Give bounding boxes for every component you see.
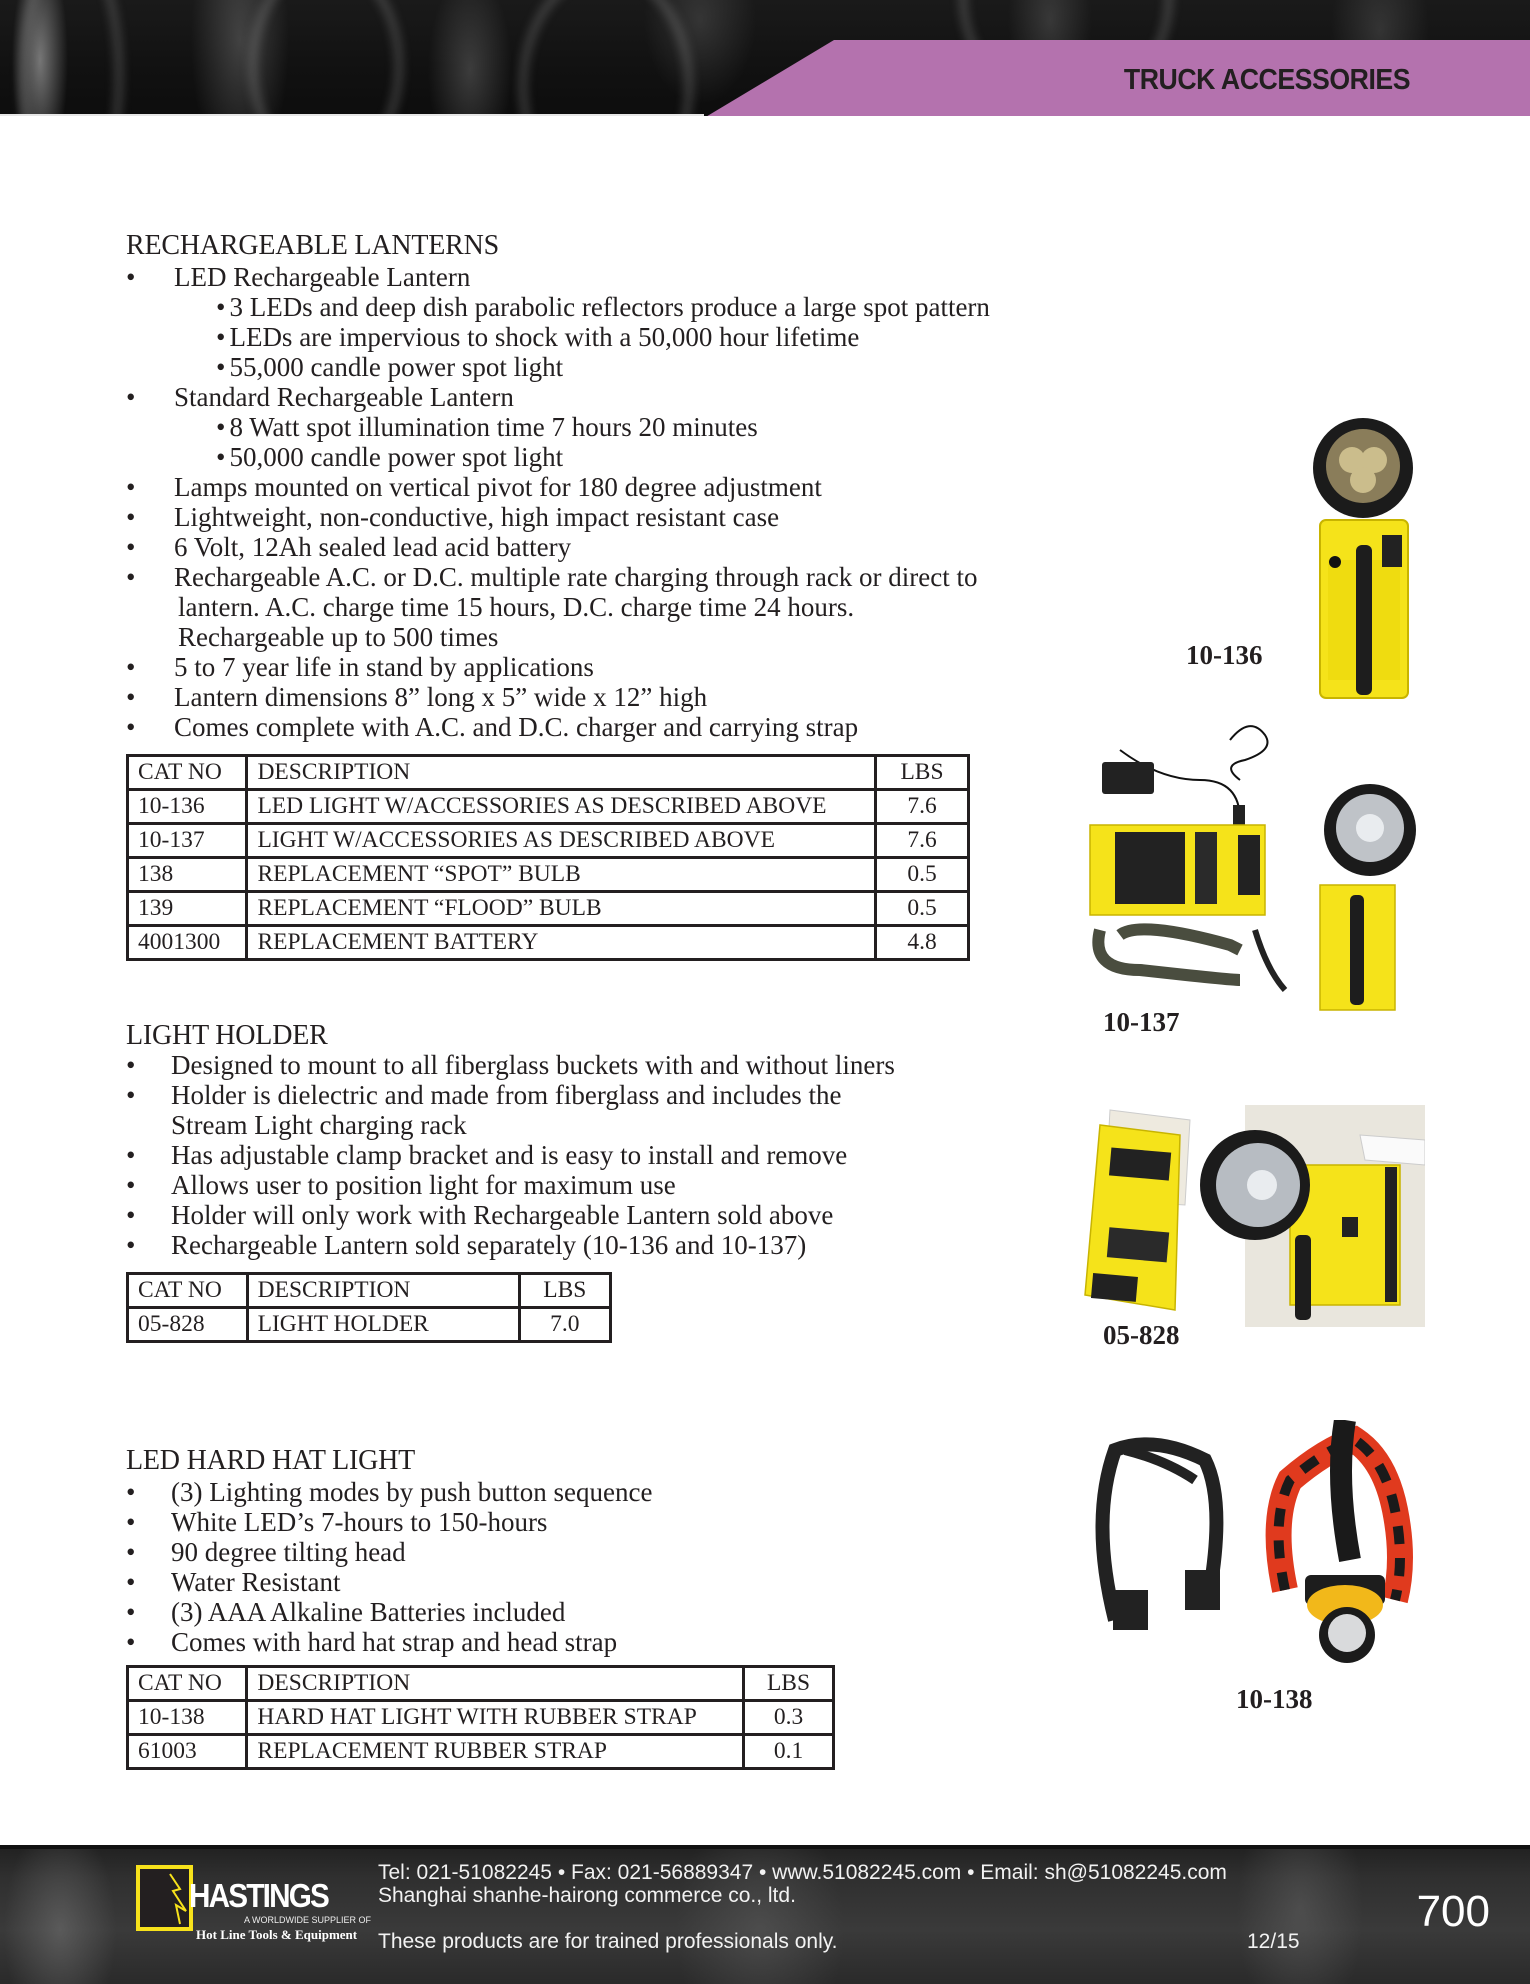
feature-subitem: • 3 LEDs and deep dish parabolic reflectors produce a large spot pattern [216, 292, 990, 322]
feature-item [126, 1567, 652, 1597]
feature-item [126, 472, 990, 502]
feature-item [126, 1050, 895, 1080]
feature-subitem: • 55,000 candle power spot light [216, 352, 564, 382]
feature-item [126, 1140, 895, 1170]
lbs: 4.8 [876, 926, 969, 960]
header-underline [0, 114, 704, 116]
lbs: 7.6 [876, 824, 969, 858]
feature-subitem: • 8 Watt spot illumination time 7 hours 20 minutes [216, 412, 758, 442]
feature-text: Has adjustable clamp bracket and is easy to install and remove [171, 1140, 848, 1170]
header-lbs: LBS [876, 756, 969, 790]
revision-date: 12/15 [1247, 1930, 1300, 1953]
header-cat-no: CAT NO [128, 1274, 248, 1308]
description: REPLACEMENT “SPOT” BULB [247, 858, 876, 892]
feature-text: 50,000 candle power spot light [229, 442, 564, 472]
led-lantern-image [1300, 410, 1420, 700]
feature-text: 6 Volt, 12Ah sealed lead acid battery [174, 532, 572, 562]
feature-text: Stream Light charging rack [171, 1110, 467, 1140]
header-decoration [520, 0, 692, 116]
header-description: DESCRIPTION [247, 1274, 519, 1308]
holder-features [126, 1050, 895, 1260]
feature-item [126, 1507, 652, 1537]
feature-text: Designed to mount to all fiberglass buckets with and without liners [171, 1050, 895, 1080]
lbs: 7.6 [876, 790, 969, 824]
feature-text: 55,000 candle power spot light [229, 352, 564, 382]
description: LED LIGHT W/ACCESSORIES AS DESCRIBED ABOVE [247, 790, 876, 824]
table-row [128, 1701, 834, 1735]
feature-item [126, 1170, 895, 1200]
feature-text: (3) AAA Alkaline Batteries included [171, 1597, 566, 1627]
lbs: 7.0 [519, 1308, 610, 1342]
logo-tagline: A WORLDWIDE SUPPLIER OF [244, 1915, 372, 1925]
hardhat-heading: LED HARD HAT LIGHT [126, 1445, 416, 1476]
hastings-logo-wordmark: HASTINGS [189, 1877, 329, 1914]
table-header-row [128, 1667, 834, 1701]
table-row [128, 926, 969, 960]
feature-item [126, 712, 990, 742]
header-lbs: LBS [744, 1667, 834, 1701]
cat-no: 10-138 [128, 1701, 247, 1735]
lbs: 0.3 [744, 1701, 834, 1735]
feature-text: White LED’s 7-hours to 150-hours [171, 1507, 548, 1537]
cat-no: 10-137 [128, 824, 247, 858]
feature-text: 90 degree tilting head [171, 1537, 406, 1567]
feature-text: Standard Rechargeable Lantern [174, 382, 514, 412]
feature-text: 3 LEDs and deep dish parabolic reflectors produce a large spot pattern [229, 292, 990, 322]
hastings-logo-mark [136, 1865, 193, 1931]
feature-item [126, 1477, 652, 1507]
feature-text: Lamps mounted on vertical pivot for 180 degree adjustment [174, 472, 822, 502]
lanterns-heading: RECHARGEABLE LANTERNS [126, 230, 500, 261]
table-row [128, 1735, 834, 1769]
hardhat-features [126, 1477, 652, 1657]
lightning-h-icon [140, 1869, 189, 1927]
feature-item [126, 1200, 895, 1230]
feature-item [126, 682, 990, 712]
header-decoration [250, 0, 402, 116]
feature-text: 8 Watt spot illumination time 7 hours 20 minutes [229, 412, 758, 442]
feature-item [126, 532, 990, 562]
table-row [128, 824, 969, 858]
product-caption: 10-138 [1236, 1684, 1313, 1714]
feature-text: Rechargeable A.C. or D.C. multiple rate charging through rack or direct to [174, 562, 978, 592]
product-caption: 05-828 [1103, 1320, 1180, 1350]
feature-item [126, 1537, 652, 1567]
feature-text: (3) Lighting modes by push button sequence [171, 1477, 653, 1507]
holder-heading: LIGHT HOLDER [126, 1020, 328, 1051]
holder-table [126, 1272, 612, 1343]
light-holder-image [1080, 1105, 1425, 1330]
feature-text: 5 to 7 year life in stand by applications [174, 652, 594, 682]
description: REPLACEMENT RUBBER STRAP [247, 1735, 744, 1769]
feature-text: Lantern dimensions 8” long x 5” wide x 12” high [174, 682, 708, 712]
header-description: DESCRIPTION [247, 756, 876, 790]
feature-item [126, 1597, 652, 1627]
feature-continuation [126, 622, 990, 652]
cat-no: 4001300 [128, 926, 247, 960]
feature-item [126, 1080, 895, 1110]
feature-text: lantern. A.C. charge time 15 hours, D.C. charge time 24 hours. [178, 592, 855, 622]
cat-no: 61003 [128, 1735, 247, 1769]
feature-text: LEDs are impervious to shock with a 50,000 hour lifetime [229, 322, 860, 352]
cat-no: 05-828 [128, 1308, 248, 1342]
page-footer [0, 1845, 1530, 1984]
lbs: 0.5 [876, 858, 969, 892]
feature-text: Water Resistant [171, 1567, 341, 1597]
feature-text: Allows user to position light for maximum use [171, 1170, 676, 1200]
description: REPLACEMENT “FLOOD” BULB [247, 892, 876, 926]
table-row [128, 1308, 611, 1342]
logo-tagline-2: Hot Line Tools & Equipment [196, 1927, 358, 1942]
lantern-kit-image [1080, 720, 1430, 1020]
feature-item [126, 382, 990, 412]
table-row [128, 892, 969, 926]
header-description: DESCRIPTION [247, 1667, 744, 1701]
product-caption: 10-137 [1103, 1007, 1180, 1037]
feature-item [126, 502, 990, 532]
company-name: Shanghai shanhe-hairong commerce co., ltd. [378, 1884, 796, 1907]
page-header [0, 0, 1530, 116]
header-cat-no: CAT NO [128, 756, 247, 790]
feature-item [126, 1230, 895, 1260]
feature-text: Holder will only work with Rechargeable Lantern sold above [171, 1200, 834, 1230]
feature-continuation [126, 1110, 895, 1140]
header-cat-no: CAT NO [128, 1667, 247, 1701]
header-decoration [20, 0, 122, 116]
feature-item [126, 1627, 652, 1657]
lbs: 0.1 [744, 1735, 834, 1769]
product-caption: 10-136 [1186, 640, 1263, 670]
contact-info: Tel: 021-51082245 • Fax: 021-56889347 • www.51082245.com • Email: sh@51082245.com [378, 1861, 1227, 1884]
feature-text: Comes complete with A.C. and D.C. charger and carrying strap [174, 712, 859, 742]
feature-text: Rechargeable Lantern sold separately (10-136 and 10-137) [171, 1230, 807, 1260]
description: LIGHT HOLDER [247, 1308, 519, 1342]
feature-text: Holder is dielectric and made from fiberglass and includes the [171, 1080, 842, 1110]
lanterns-features [126, 262, 990, 742]
feature-item [126, 262, 990, 292]
table-row [128, 790, 969, 824]
feature-subitem: • LEDs are impervious to shock with a 50,000 hour lifetime [216, 322, 860, 352]
feature-continuation [126, 592, 990, 622]
disclaimer: These products are for trained professionals only. [378, 1930, 838, 1953]
table-row [128, 858, 969, 892]
table-header-row [128, 1274, 611, 1308]
lanterns-table [126, 754, 970, 961]
feature-item [126, 652, 990, 682]
header-lbs: LBS [519, 1274, 610, 1308]
cat-no: 10-136 [128, 790, 247, 824]
table-header-row [128, 756, 969, 790]
page-number: 700 [1416, 1887, 1490, 1936]
feature-item [126, 562, 990, 592]
cat-no: 138 [128, 858, 247, 892]
description: REPLACEMENT BATTERY [247, 926, 876, 960]
cat-no: 139 [128, 892, 247, 926]
feature-text: Comes with hard hat strap and head strap [171, 1627, 618, 1657]
feature-text: Rechargeable up to 500 times [178, 622, 499, 652]
feature-text: Lightweight, non-conductive, high impact resistant case [174, 502, 780, 532]
description: HARD HAT LIGHT WITH RUBBER STRAP [247, 1701, 744, 1735]
section-title: TRUCK ACCESSORIES [1123, 64, 1410, 96]
hard-hat-light-image [1085, 1420, 1430, 1665]
description: LIGHT W/ACCESSORIES AS DESCRIBED ABOVE [247, 824, 876, 858]
feature-subitem: • 50,000 candle power spot light [216, 442, 564, 472]
hardhat-table [126, 1665, 835, 1770]
feature-text: LED Rechargeable Lantern [174, 262, 471, 292]
lbs: 0.5 [876, 892, 969, 926]
